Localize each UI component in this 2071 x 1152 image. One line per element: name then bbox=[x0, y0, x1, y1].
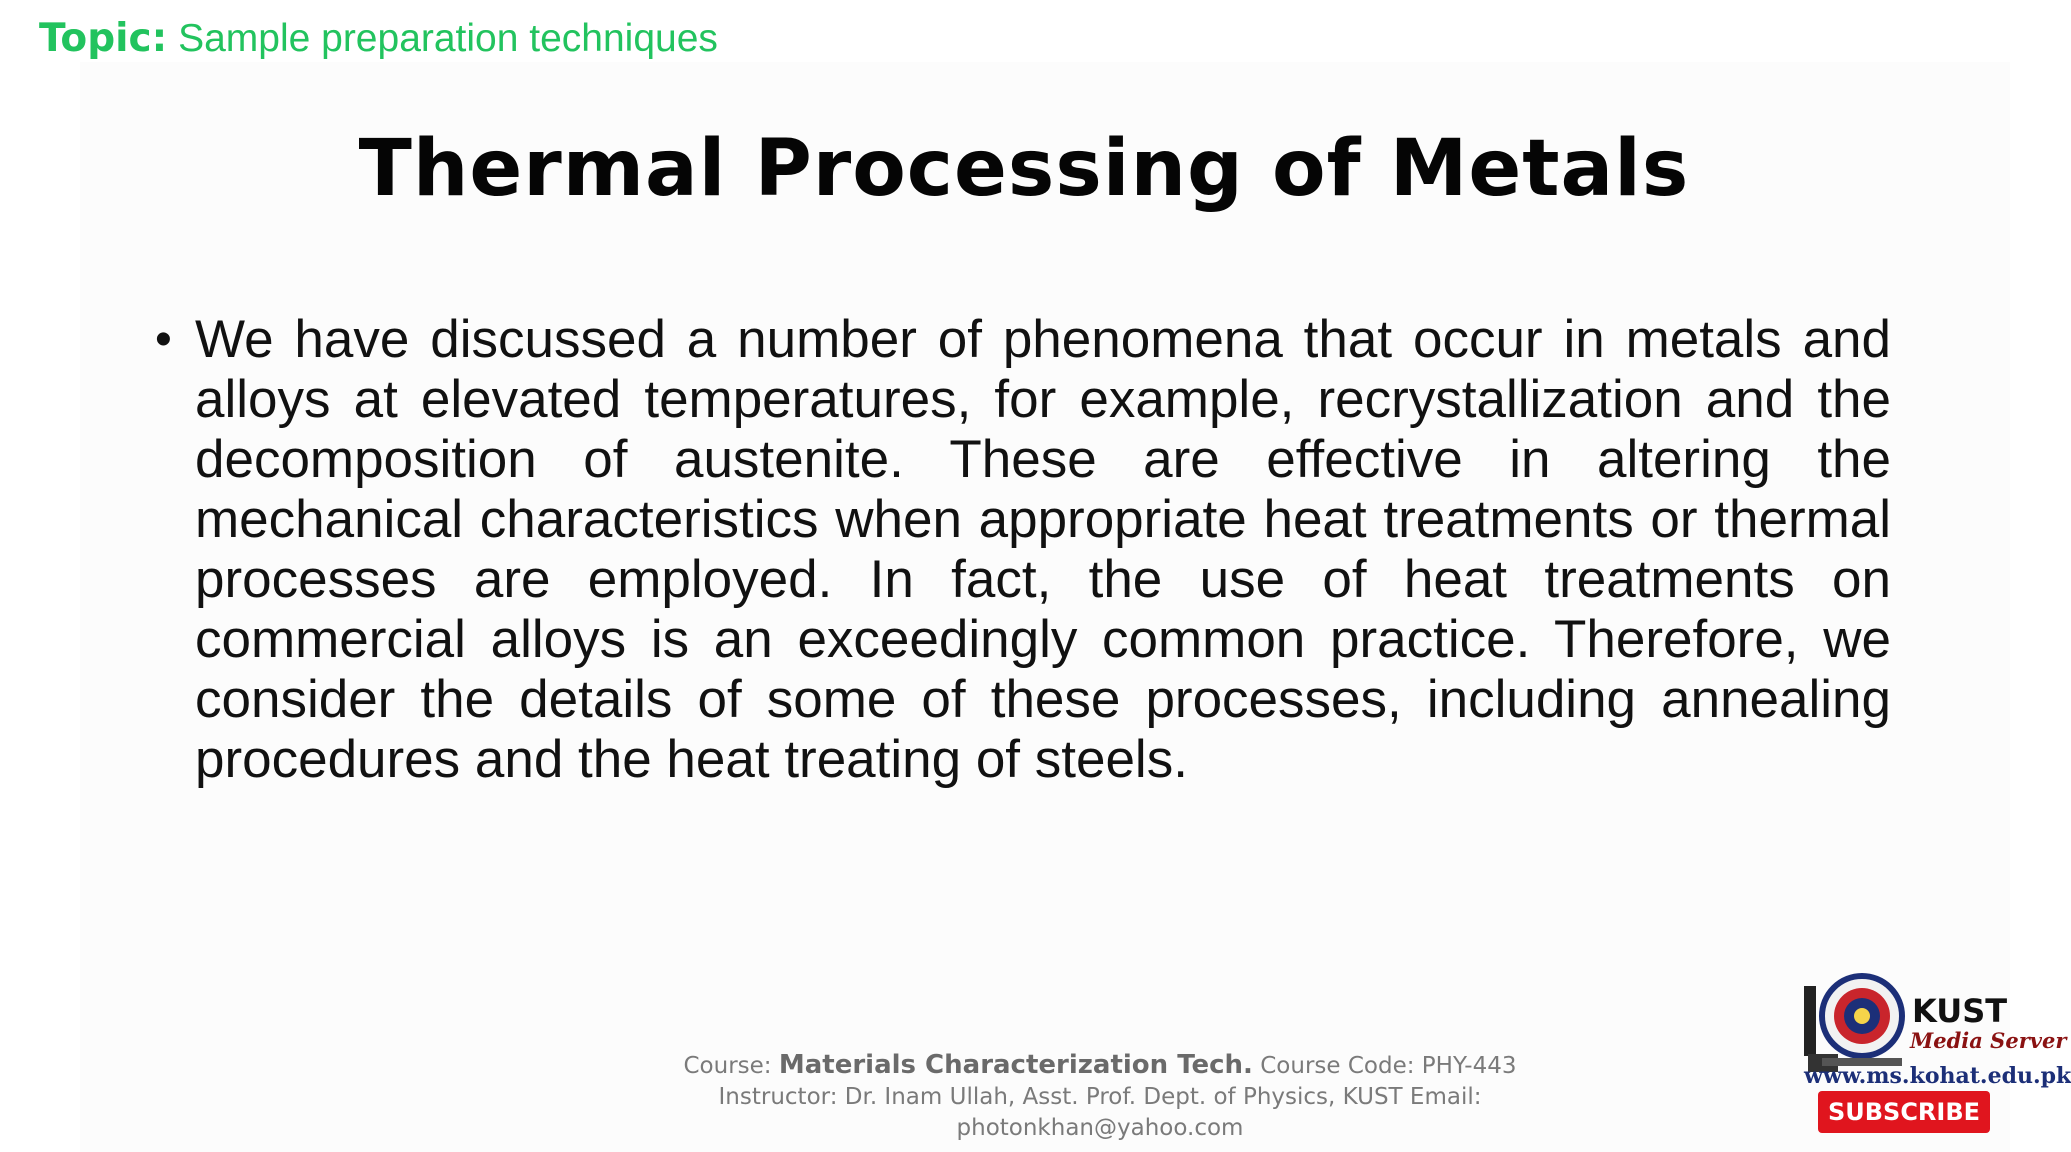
logo-subtitle: Media Server bbox=[1910, 1028, 2067, 1053]
instructor-email: photonkhan@yahoo.com bbox=[956, 1115, 1244, 1141]
subscribe-button[interactable]: SUBSCRIBE bbox=[1818, 1091, 1990, 1133]
kust-media-logo bbox=[1800, 966, 2071, 1136]
university-emblem-icon bbox=[1800, 966, 1910, 1076]
logo-url[interactable]: www.ms.kohat.edu.pk bbox=[1804, 1063, 2071, 1089]
bullet-marker: • bbox=[155, 313, 172, 366]
course-code: Course Code: PHY-443 bbox=[1260, 1053, 1517, 1079]
footer-course-line bbox=[600, 1050, 1600, 1082]
course-prefix: Course: bbox=[683, 1053, 772, 1079]
course-name: Materials Characterization Tech. bbox=[778, 1050, 1253, 1080]
topic-line bbox=[39, 16, 718, 61]
instructor-line: Instructor: Dr. Inam Ullah, Asst. Prof. Dept. of Physics, KUST Email: bbox=[718, 1084, 1482, 1110]
topic-value: Sample preparation techniques bbox=[178, 17, 718, 60]
logo-name: KUST bbox=[1912, 992, 2008, 1030]
bullet-list bbox=[155, 310, 1893, 790]
bullet-text: We have discussed a number of phenomena that occur in metals and alloys at elevated temperatures, for example, recrystallization and the decomposition of austenite. These are effective in altering the mechanical characteristics when appropriate heat treatments or thermal processes are employed. In fact, the use of heat treatments on commercial alloys is an exceedingly common practice. Therefore, we consider the details of some of these processes, including annealing procedures and the heat treating of steels. bbox=[195, 310, 1891, 789]
topic-label: Topic: bbox=[39, 16, 168, 61]
slide-title: Thermal Processing of Metals bbox=[358, 124, 1690, 214]
course-footer bbox=[600, 1050, 1600, 1144]
